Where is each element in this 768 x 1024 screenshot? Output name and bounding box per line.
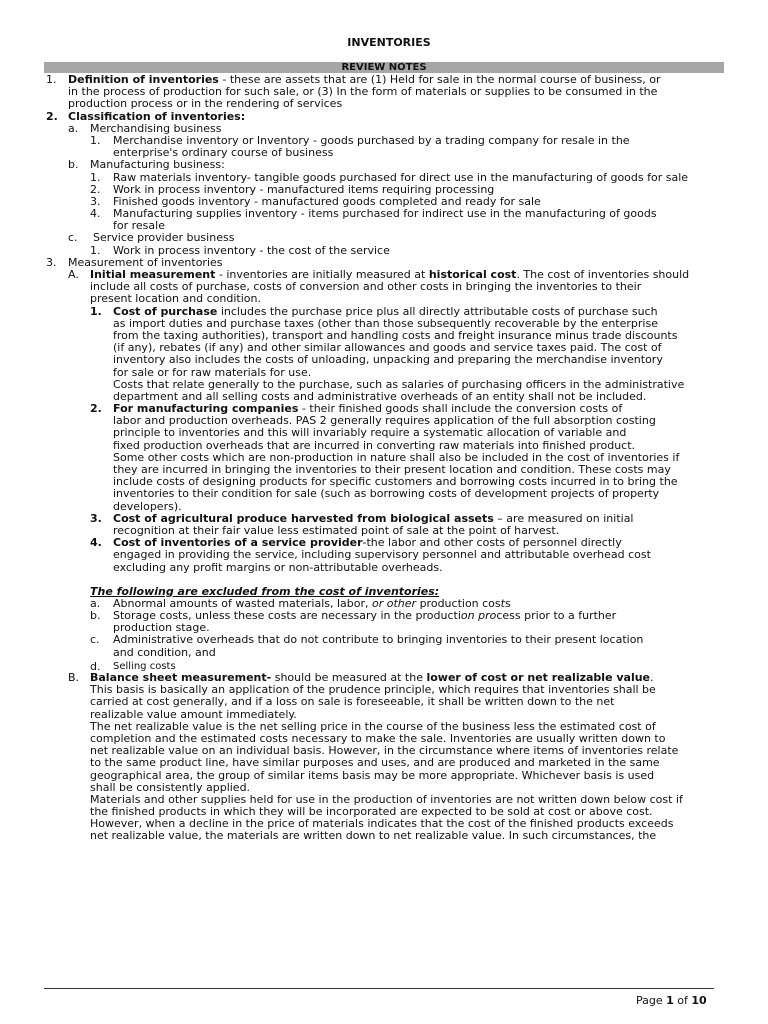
paragraph-manufacturing-companies: 2. For manufacturing companies - their finished goods shall include the conversion costs of xyxy=(90,402,623,416)
subsection-3b-line-1: B. Balance sheet measurement- should be measured at the lower of cost or net realizable value. xyxy=(68,671,654,684)
list-item-2c: c. Service provider business xyxy=(68,231,235,245)
exclusion-item-d: d. Selling costs xyxy=(90,659,176,673)
section-number: 2. xyxy=(46,109,58,123)
paragraph-agricultural-produce: 3. Cost of agricultural produce harvested from biological assets – are measured on initial xyxy=(90,511,634,525)
footer-divider xyxy=(44,988,714,989)
review-notes-banner: REVIEW NOTES xyxy=(44,62,724,73)
document-title: INVENTORIES xyxy=(347,36,431,49)
list-item-2b-2: 2. Work in process inventory - manufactured items requiring processing xyxy=(90,182,495,196)
exclusion-item-c: c. Administrative overheads that do not contribute to bringing inventories to their present location xyxy=(90,633,644,647)
section-text: - these are assets that are (1) Held for sale in the normal course of business, or xyxy=(218,73,661,86)
section-number: 3. xyxy=(46,255,57,269)
list-item-2c-1: 1. Work in process inventory - the cost of the service xyxy=(90,243,390,257)
paragraph-cost-of-purchase: 1. Cost of purchase includes the purchase price plus all directly attributable costs of purchase such xyxy=(90,304,658,318)
exclusions-heading: The following are excluded from the cost of inventories: xyxy=(90,584,440,598)
section-label: Definition of inventories xyxy=(68,73,219,86)
exclusion-item-a: a. Abnormal amounts of wasted materials, labor, or other production costs xyxy=(90,596,511,610)
exclusion-item-b: b. Storage costs, unless these costs are necessary in the production process prior to a further xyxy=(90,609,617,623)
total-page-count: 10 xyxy=(691,994,707,1007)
subsection-3a-line-1: A. Initial measurement - inventories are initially measured at historical cost. The cost of inventories should xyxy=(68,268,690,281)
section-label: Classification of inventories: xyxy=(68,109,246,123)
list-item-2b: b. Manufacturing business: xyxy=(68,158,225,172)
section-2-heading xyxy=(0,111,768,123)
list-item-2a: a. Merchandising business xyxy=(68,121,222,135)
page-indicator: Page 1 of 10 xyxy=(636,994,707,1007)
list-item-2a-1: 1. Merchandise inventory or Inventory - goods purchased by a trading company for resale in the xyxy=(90,133,630,147)
section-number: 1. xyxy=(46,73,57,86)
list-item-2b-3: 3. Finished goods inventory - manufactured goods completed and ready for sale xyxy=(90,194,541,208)
section-1-line-2: in the process of production for such sale, or (3) In the form of materials or supplies to be consumed in the xyxy=(68,85,658,99)
current-page-number: 1 xyxy=(666,994,674,1007)
list-item-2b-1: 1. Raw materials inventory- tangible goods purchased for direct use in the manufacturing of goods for sale xyxy=(90,170,689,184)
section-1-line-3: production process or in the rendering of services xyxy=(68,97,343,111)
list-item-2b-4: 4. Manufacturing supplies inventory - items purchased for indirect use in the manufacturing of goods xyxy=(90,207,657,221)
paragraph-service-provider: 4. Cost of inventories of a service provider-the labor and other costs of personnel directly xyxy=(90,536,622,550)
section-label: Measurement of inventories xyxy=(68,255,223,269)
document-body: 1. Definition of inventories - these are assets that are (1) Held for sale in the normal course of business, or in the process of production for such sale, or (3) In the form of materials or supplies to be consumed in the production process or in the rendering of services 2. Classification of inventories: a. Merchandising business 1. Merchandise inventory or Inventory - goods purchased by a trading company for resale in the enterprise's ordinary course of business b. Manufacturing business: 1. Raw materials inventory- tangible goods purchased for direct use in the manufacturing of goods for sale 2. Work in process inventory - manufactured items requiring processing 3. Finished goods inventory - manufactured goods completed and ready for sale 4. Manufacturing supplies inventory - items purchased for indirect use in the manufacturing of goods for resale c. Service provider business 1. Work in process inventory - the cost of the service 3. Measurement of inventories A. Initial measurement - inventories are initially measured at historical cost. The cost of inventories should include all costs of purchase, costs of conversion and other costs in bringing the inventories to their present location and condition. 1. Cost of purchase includes the purchase price plus all directly attributable costs of purchase such as import duties and purchase taxes (other than those subsequently recoverable by the enterprise from the taxing authorities), transport and handling costs and freight insurance minus trade discounts (if any), rebates (if any) and other similar allowances and goods and service taxes paid. The cost of inventory also includes the costs of unloading, unpacking and preparing the merchandise inventory for sale or for raw materials for use. Costs that relate generally to the purchase, such as salaries of purchasing officers in the administrative department and all selling costs and administrative overheads of an entity shall not be included. 2. For manufacturing companies - their finished goods shall include the conversion costs of labor and production overheads. PAS 2 generally requires application of the full absorption costing principle to inventories and this will invariably require a systematic allocation of variable and fixed production overheads that are incurred in converting raw materials into finished product. Some other costs which are non-production in nature shall also be included in the cost of inventories if they are incurred in bringing the inventories to their present location and condition. These costs may include costs of designing products for specific customers and borrowing costs incurred in to bring the inventories to their condition for sale (such as borrowing costs of development projects of property developers). 3. Cost of agricultural produce harvested from biological assets – are measured on initial recognition at their fair value less estimated point of sale at the point of harvest. 4. Cost of inventories of a service provider-the labor and other costs of personnel directly engaged in providing the service, including supervisory personnel and attributable overhead cost excluding any profit margins or non-attributable overheads. The following are excluded from the cost of inventories: a. Abnormal amounts of wasted materials, labor, or other production costs b. Storage costs, unless these costs are necessary in the production process prior to a further production stage. c. Administrative overheads that do not contribute to bringing inventories to their present location and condition, and d. Selling costs B. Balance sheet measurement- should be measured at the lower of cost or net realizable value. This basis is basically an application of the prudence principle, which requires that inventories shall be carried at cost generally, and if a loss on sale is foreseeable, it shall be written down to the net realizable value amount immediately. The net realizable value is the net selling price in the course of the business less the estimated cost of completion and the estimated costs necessary to make the sale. Inventories are usually written down to net realizable value on an individual basis. However, in the circumstance where items of inventories relate to the same product line, have similar purposes and uses, and are produced and marketed in the same geographical area, the group of similar items basis may be more appropriate. Whichever basis is used shall be consistently applied. Materials and other supplies held for use in the production of inventories are not written down below cost if the finished products in which they will be incorporated are expected to be sold at cost or above cost. However, when a decline in the price of materials indicates that the cost of the finished products exceeds net realizable value, the materials are written down to net realizable value. In such circumstances, the xyxy=(0,74,768,842)
